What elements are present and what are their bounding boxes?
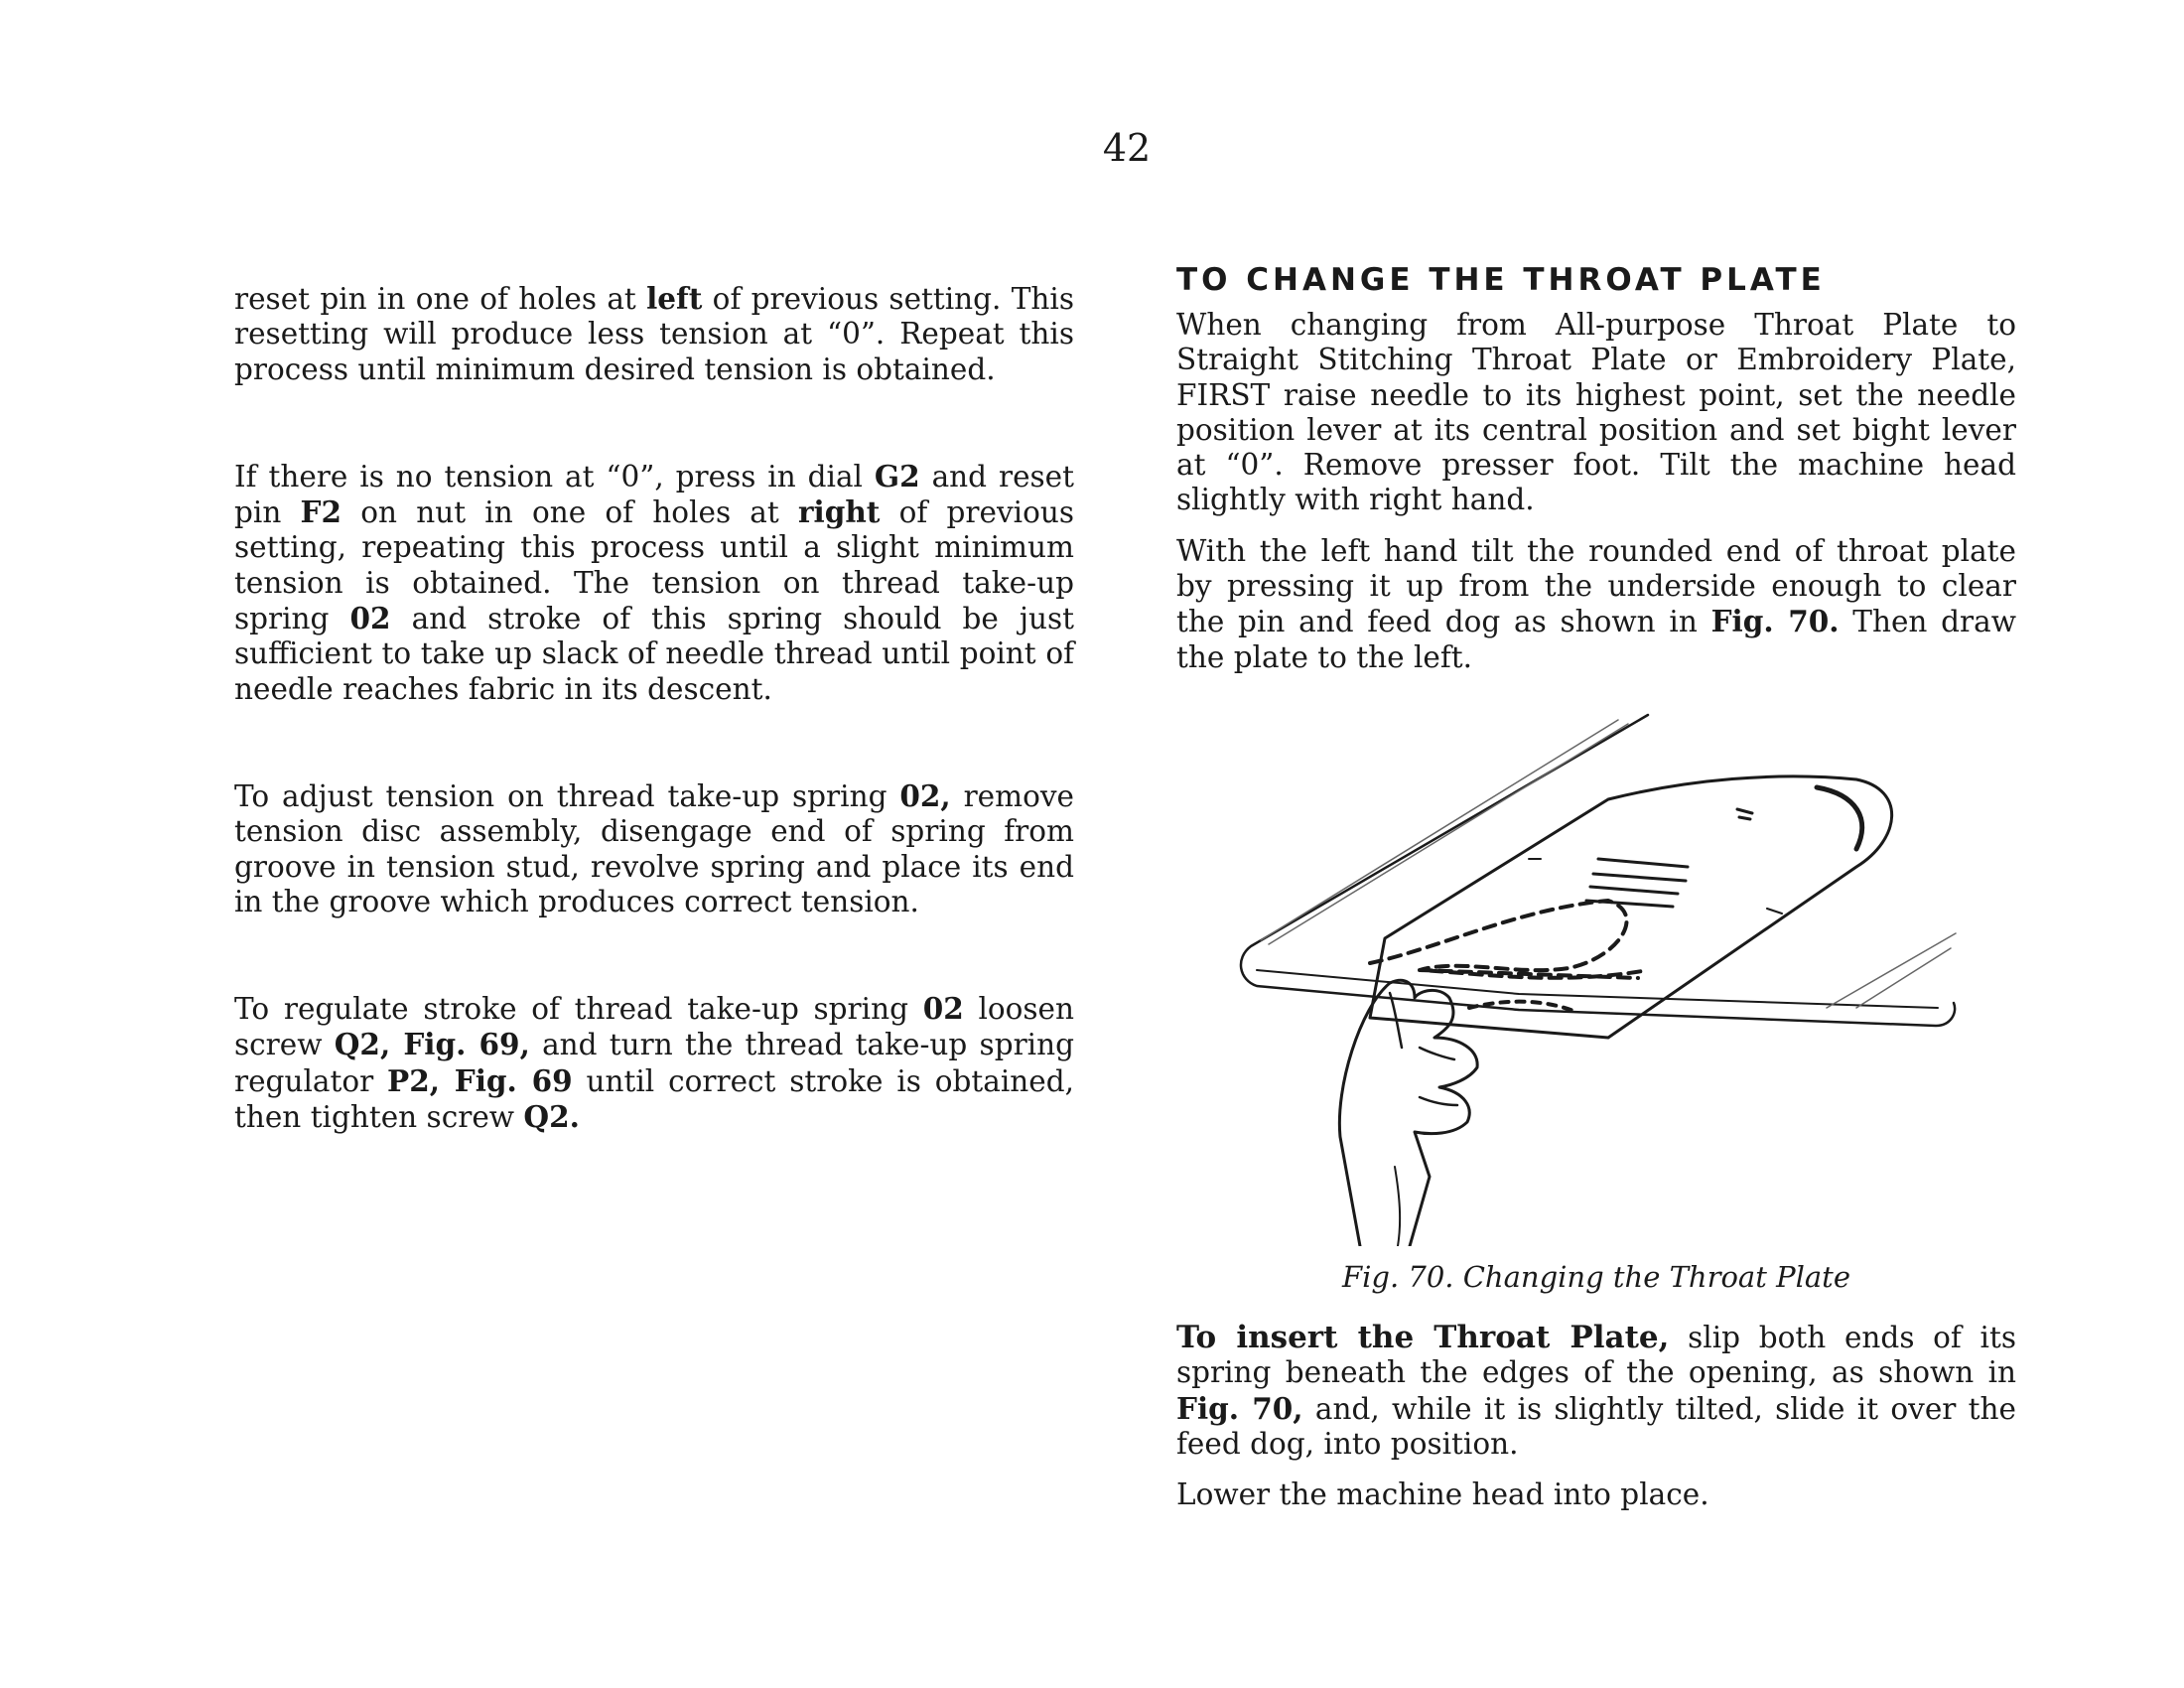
paragraph-left-hand-tilt: With the left hand tilt the rounded end of throat plate by pressing it up from the underside enough to clear the pin and feed dog as shown in Fig. 70. Then draw the plate to the left. <box>1176 533 2016 674</box>
screw-mark <box>1737 809 1752 819</box>
figure-throat-plate-illustration <box>1221 710 1966 1246</box>
right-column-bottom <box>1176 1321 2016 1512</box>
figure-caption: Fig. 70. Changing the Throat Plate <box>1342 1260 1850 1294</box>
section-heading: TO CHANGE THE THROAT PLATE <box>1176 262 1826 298</box>
wrist-line <box>1395 1167 1400 1246</box>
paragraph-adjust-tension: To adjust tension on thread take-up spring 02, remove tension disc assembly, disengage end of spring from groove in tension stud, revolve spring and place its end in the groove which produces correct tension. <box>234 777 1074 918</box>
paragraph-regulate-stroke: To regulate stroke of thread take-up spring 02 loosen screw Q2, Fig. 69, and turn the thread take-up spring regulator P2, Fig. 69 until correct stroke is obtained, then tighten screw Q2. <box>234 991 1075 1135</box>
paragraph-no-tension: If there is no tension at “0”, press in dial G2 and reset pin F2 on nut in one of holes at right of previous setting, repeating this process until a slight minimum tension is obtained. The tension on thread take-up spring 02 and stroke of this spring should be just sufficient to take up slack of needle thread until point of needle reaches fabric in its descent. <box>234 458 1074 706</box>
paragraph-insert-throat-plate: To insert the Throat Plate, slip both ends of its spring beneath the edges of the opening, as shown in Fig. 70, and, while it is slightly tilted, slide it over the feed dog, into position. <box>1176 1320 2016 1461</box>
page-number: 42 <box>1102 126 1152 170</box>
right-column <box>1176 260 2016 675</box>
throat-plate-rim <box>1817 787 1862 849</box>
paragraph-lower-head: Lower the machine head into place. <box>1176 1477 1709 1512</box>
paragraph-reset-pin: reset pin in one of holes at left of previous setting. This resetting will produce less tension at “0”. Repeat this process until minimum desired tension is obtained. <box>234 281 1074 386</box>
left-column <box>234 281 1074 1135</box>
dashed-spring <box>1370 901 1648 978</box>
throat-plate-drawing <box>1221 710 1966 1246</box>
paragraph-when-changing: When changing from All-purpose Throat Plate to Straight Stitching Throat Plate or Embroidery Plate, FIRST raise needle to its highest point, set the needle position lever at its central position and set bight lever at “0”. Remove presser foot. Tilt the machine head slightly with right hand. <box>1176 308 2016 517</box>
bed-right-shading <box>1827 933 1956 1008</box>
